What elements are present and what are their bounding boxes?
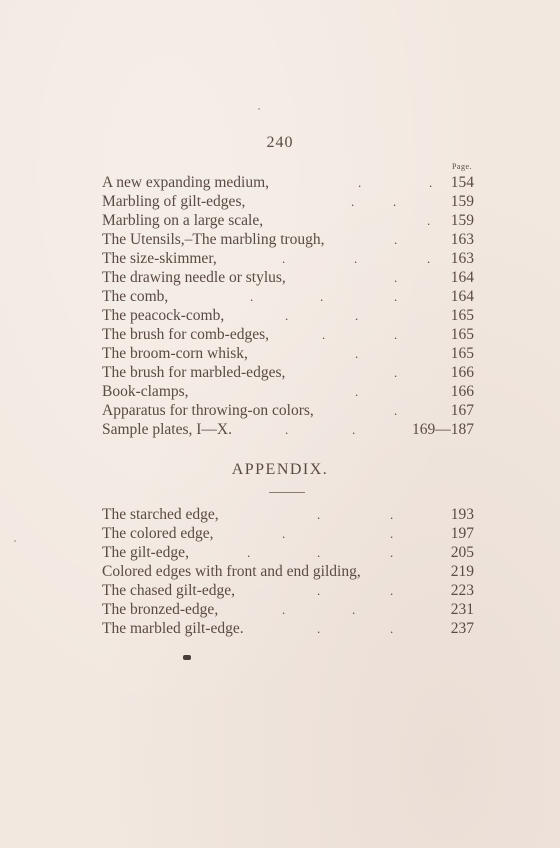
leader-dot: . [354,251,358,266]
leader-dot: . [285,422,289,437]
appendix-heading: APPENDIX. [231,461,329,478]
appendix-entry [102,581,474,600]
contents-entry [102,401,474,420]
contents-list [102,173,474,439]
contents-entry [102,363,474,382]
leader-dot: . [250,289,254,304]
leader-dot: . [394,403,398,418]
entry-page: 164 [450,269,474,286]
appendix-entry [102,562,474,581]
entry-title: The size-skimmer, [102,250,217,267]
entry-title: Sample plates, I—X. [102,421,233,438]
appendix-entry [102,505,474,524]
paper-speck [14,540,16,542]
leader-dot: . [317,545,321,560]
appendix-entry [102,619,474,638]
leader-dot: . [320,289,324,304]
leader-dot: . [351,194,355,209]
entry-title: The marbled gilt-edge. [102,620,244,637]
entry-page: 193 [450,506,474,523]
ink-mark [183,655,191,660]
entry-title: Book-clamps, [102,383,189,400]
entry-page: 167 [450,402,474,419]
entry-page: 163 [450,250,474,267]
leader-dot: . [394,232,398,247]
leader-dot: . [390,526,394,541]
leader-dot: . [394,327,398,342]
entry-title: The Utensils,–The marbling trough, [102,231,325,248]
entry-title: Colored edges with front and end gilding, [102,563,361,580]
leader-dot: . [429,175,433,190]
entry-page: 166 [450,383,474,400]
leader-dot: . [352,422,356,437]
entry-title: The gilt-edge, [102,544,189,561]
entry-page: 197 [450,525,474,542]
leader-dot: . [390,545,394,560]
appendix-entry [102,600,474,619]
entry-page: 166 [450,364,474,381]
entry-page: 164 [450,288,474,305]
contents-entry [102,420,474,439]
leader-dot: . [317,583,321,598]
contents-entry [102,344,474,363]
entry-page: 219 [450,563,474,580]
contents-entry [102,287,474,306]
entry-title: The chased gilt-edge, [102,582,235,599]
appendix-list [102,505,474,638]
entry-page: 159 [450,193,474,210]
leader-dot: . [355,346,359,361]
appendix-entry [102,543,474,562]
entry-title: The drawing needle or stylus, [102,269,286,286]
entry-page: 163 [450,231,474,248]
leader-dot: . [355,384,359,399]
leader-dot: . [394,289,398,304]
entry-page: 165 [450,326,474,343]
leader-dot: . [282,602,286,617]
leader-dot: . [427,213,431,228]
page-column-label: Page. [451,162,472,171]
leader-dot: . [358,175,362,190]
heading-rule [269,492,305,493]
contents-entry [102,268,474,287]
leader-dot: . [427,251,431,266]
entry-page: 159 [450,212,474,229]
entry-title: The brush for marbled-edges, [102,364,286,381]
entry-title: The colored edge, [102,525,214,542]
leader-dot: . [247,545,251,560]
entry-page: 169—187 [412,421,474,438]
entry-title: The brush for comb-edges, [102,326,270,343]
leader-dot: . [390,583,394,598]
entry-title: The comb, [102,288,169,305]
contents-entry [102,211,474,230]
entry-page: 237 [450,620,474,637]
leader-dot: . [355,308,359,323]
contents-entry [102,382,474,401]
leader-dot: . [390,507,394,522]
leader-dot: . [317,621,321,636]
entry-title: Apparatus for throwing-on colors, [102,402,314,419]
entry-title: The peacock-comb, [102,307,225,324]
leader-dot: . [390,621,394,636]
leader-dot: . [282,526,286,541]
entry-page: 231 [450,601,474,618]
page-number: 240 [266,134,294,151]
entry-title: Marbling of gilt-edges, [102,193,246,210]
paper-speck [258,108,260,110]
leader-dot: . [285,308,289,323]
appendix-entry [102,524,474,543]
entry-page: 165 [450,307,474,324]
entry-page: 205 [450,544,474,561]
leader-dot: . [394,270,398,285]
entry-page: 165 [450,345,474,362]
leader-dot: . [317,507,321,522]
contents-entry [102,249,474,268]
contents-entry [102,325,474,344]
entry-page: 223 [450,582,474,599]
entry-title: The broom-corn whisk, [102,345,248,362]
leader-dot: . [282,251,286,266]
contents-entry [102,173,474,192]
leader-dot: . [352,602,356,617]
entry-title: A new expanding medium, [102,174,270,191]
entry-title: The bronzed-edge, [102,601,219,618]
leader-dot: . [322,327,326,342]
entry-title: The starched edge, [102,506,219,523]
contents-entry [102,192,474,211]
entry-page: 154 [450,174,474,191]
entry-title: Marbling on a large scale, [102,212,264,229]
leader-dot: . [394,365,398,380]
contents-entry [102,230,474,249]
contents-entry [102,306,474,325]
leader-dot: . [393,194,397,209]
